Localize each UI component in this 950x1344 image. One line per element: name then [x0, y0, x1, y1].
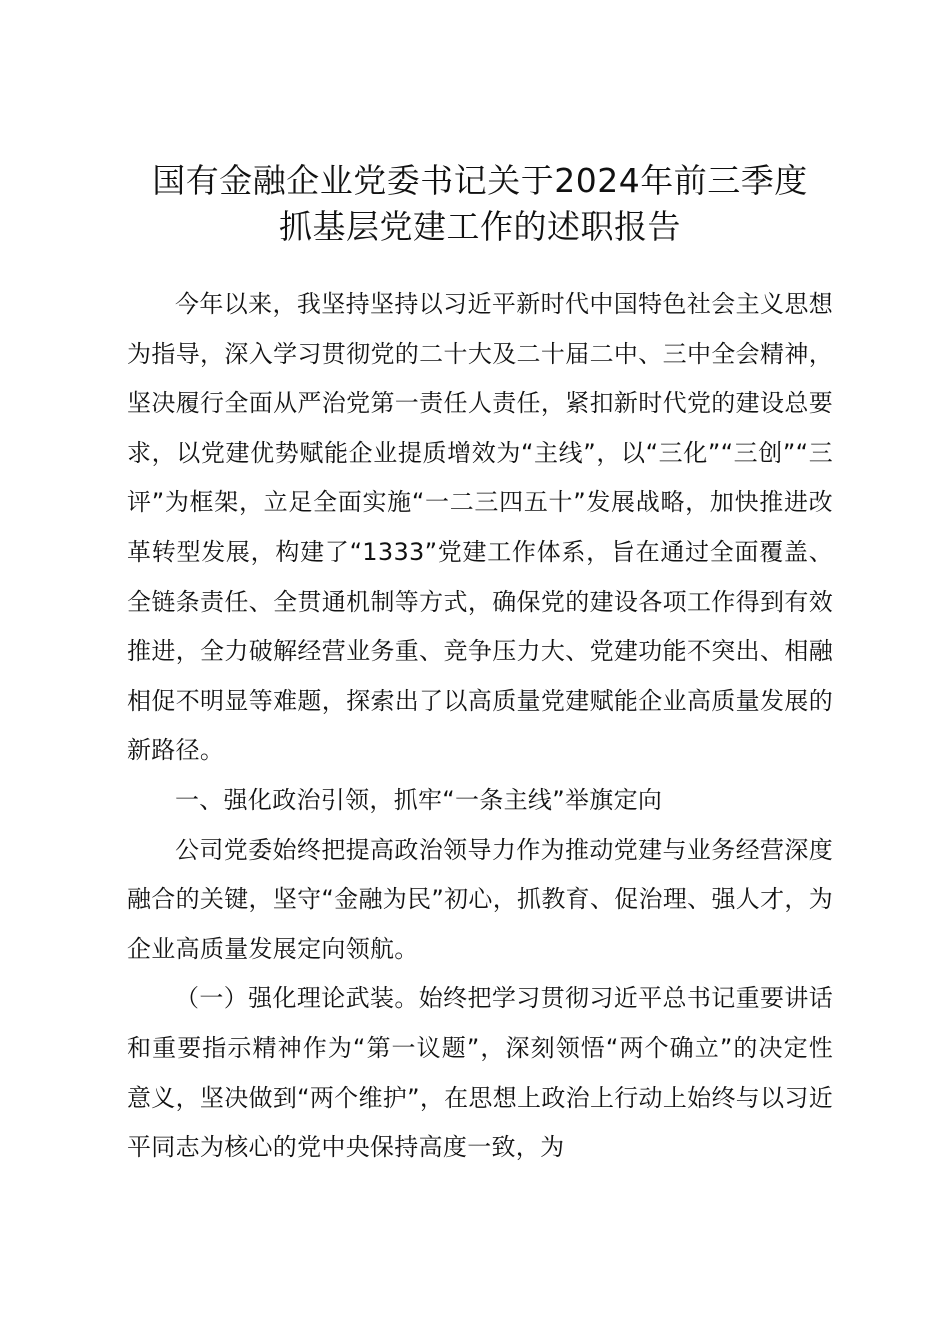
section-heading-1: 一、强化政治引领，抓牢“一条主线”举旗定向 — [175, 785, 663, 814]
intro-paragraph: 今年以来，我坚持坚持以习近平新时代中国特色社会主义思想为指导，深入学习贯彻党的二十大及二十届二中、三中全会精神，坚决履行全面从严治党第一责任人责任，紧扣新时代党的建设总要求，以党建优势赋能企业提质增效为“主线”，以“三化”“三创”“三评”为框架，立足全面实施“一二三四五十”发展战略，加快推进改革转型发展，构建了“1333”党建工作体系，旨在通过全面覆盖、全链条责任、全贯通机制等方式，确保党的建设各项工作得到有效推进，全力破解经营业务重、竞争压力大、党建功能不突出、相融相促不明显等难题，探索出了以高质量党建赋能企业高质量发展的新路径。 — [127, 290, 833, 765]
document-title — [110, 158, 850, 250]
title-line-2: 抓基层党建工作的述职报告 — [279, 207, 681, 246]
subsection-1-paragraph: （一）强化理论武装。始终把学习贯彻习近平总书记重要讲话和重要指示精神作为“第一议题”，深刻领悟“两个确立”的决定性意义，坚决做到“两个维护”，在思想上政治上行动上始终与以习近平同志为核心的党中央保持高度一致，为 — [127, 984, 833, 1162]
title-line-1: 国有金融企业党委书记关于2024年前三季度 — [152, 161, 808, 200]
document-body — [127, 280, 833, 1173]
section-1-paragraph: 公司党委始终把提高政治领导力作为推动党建与业务经营深度融合的关键，坚守“金融为民”初心，抓教育、促治理、强人才，为企业高质量发展定向领航。 — [127, 835, 833, 963]
